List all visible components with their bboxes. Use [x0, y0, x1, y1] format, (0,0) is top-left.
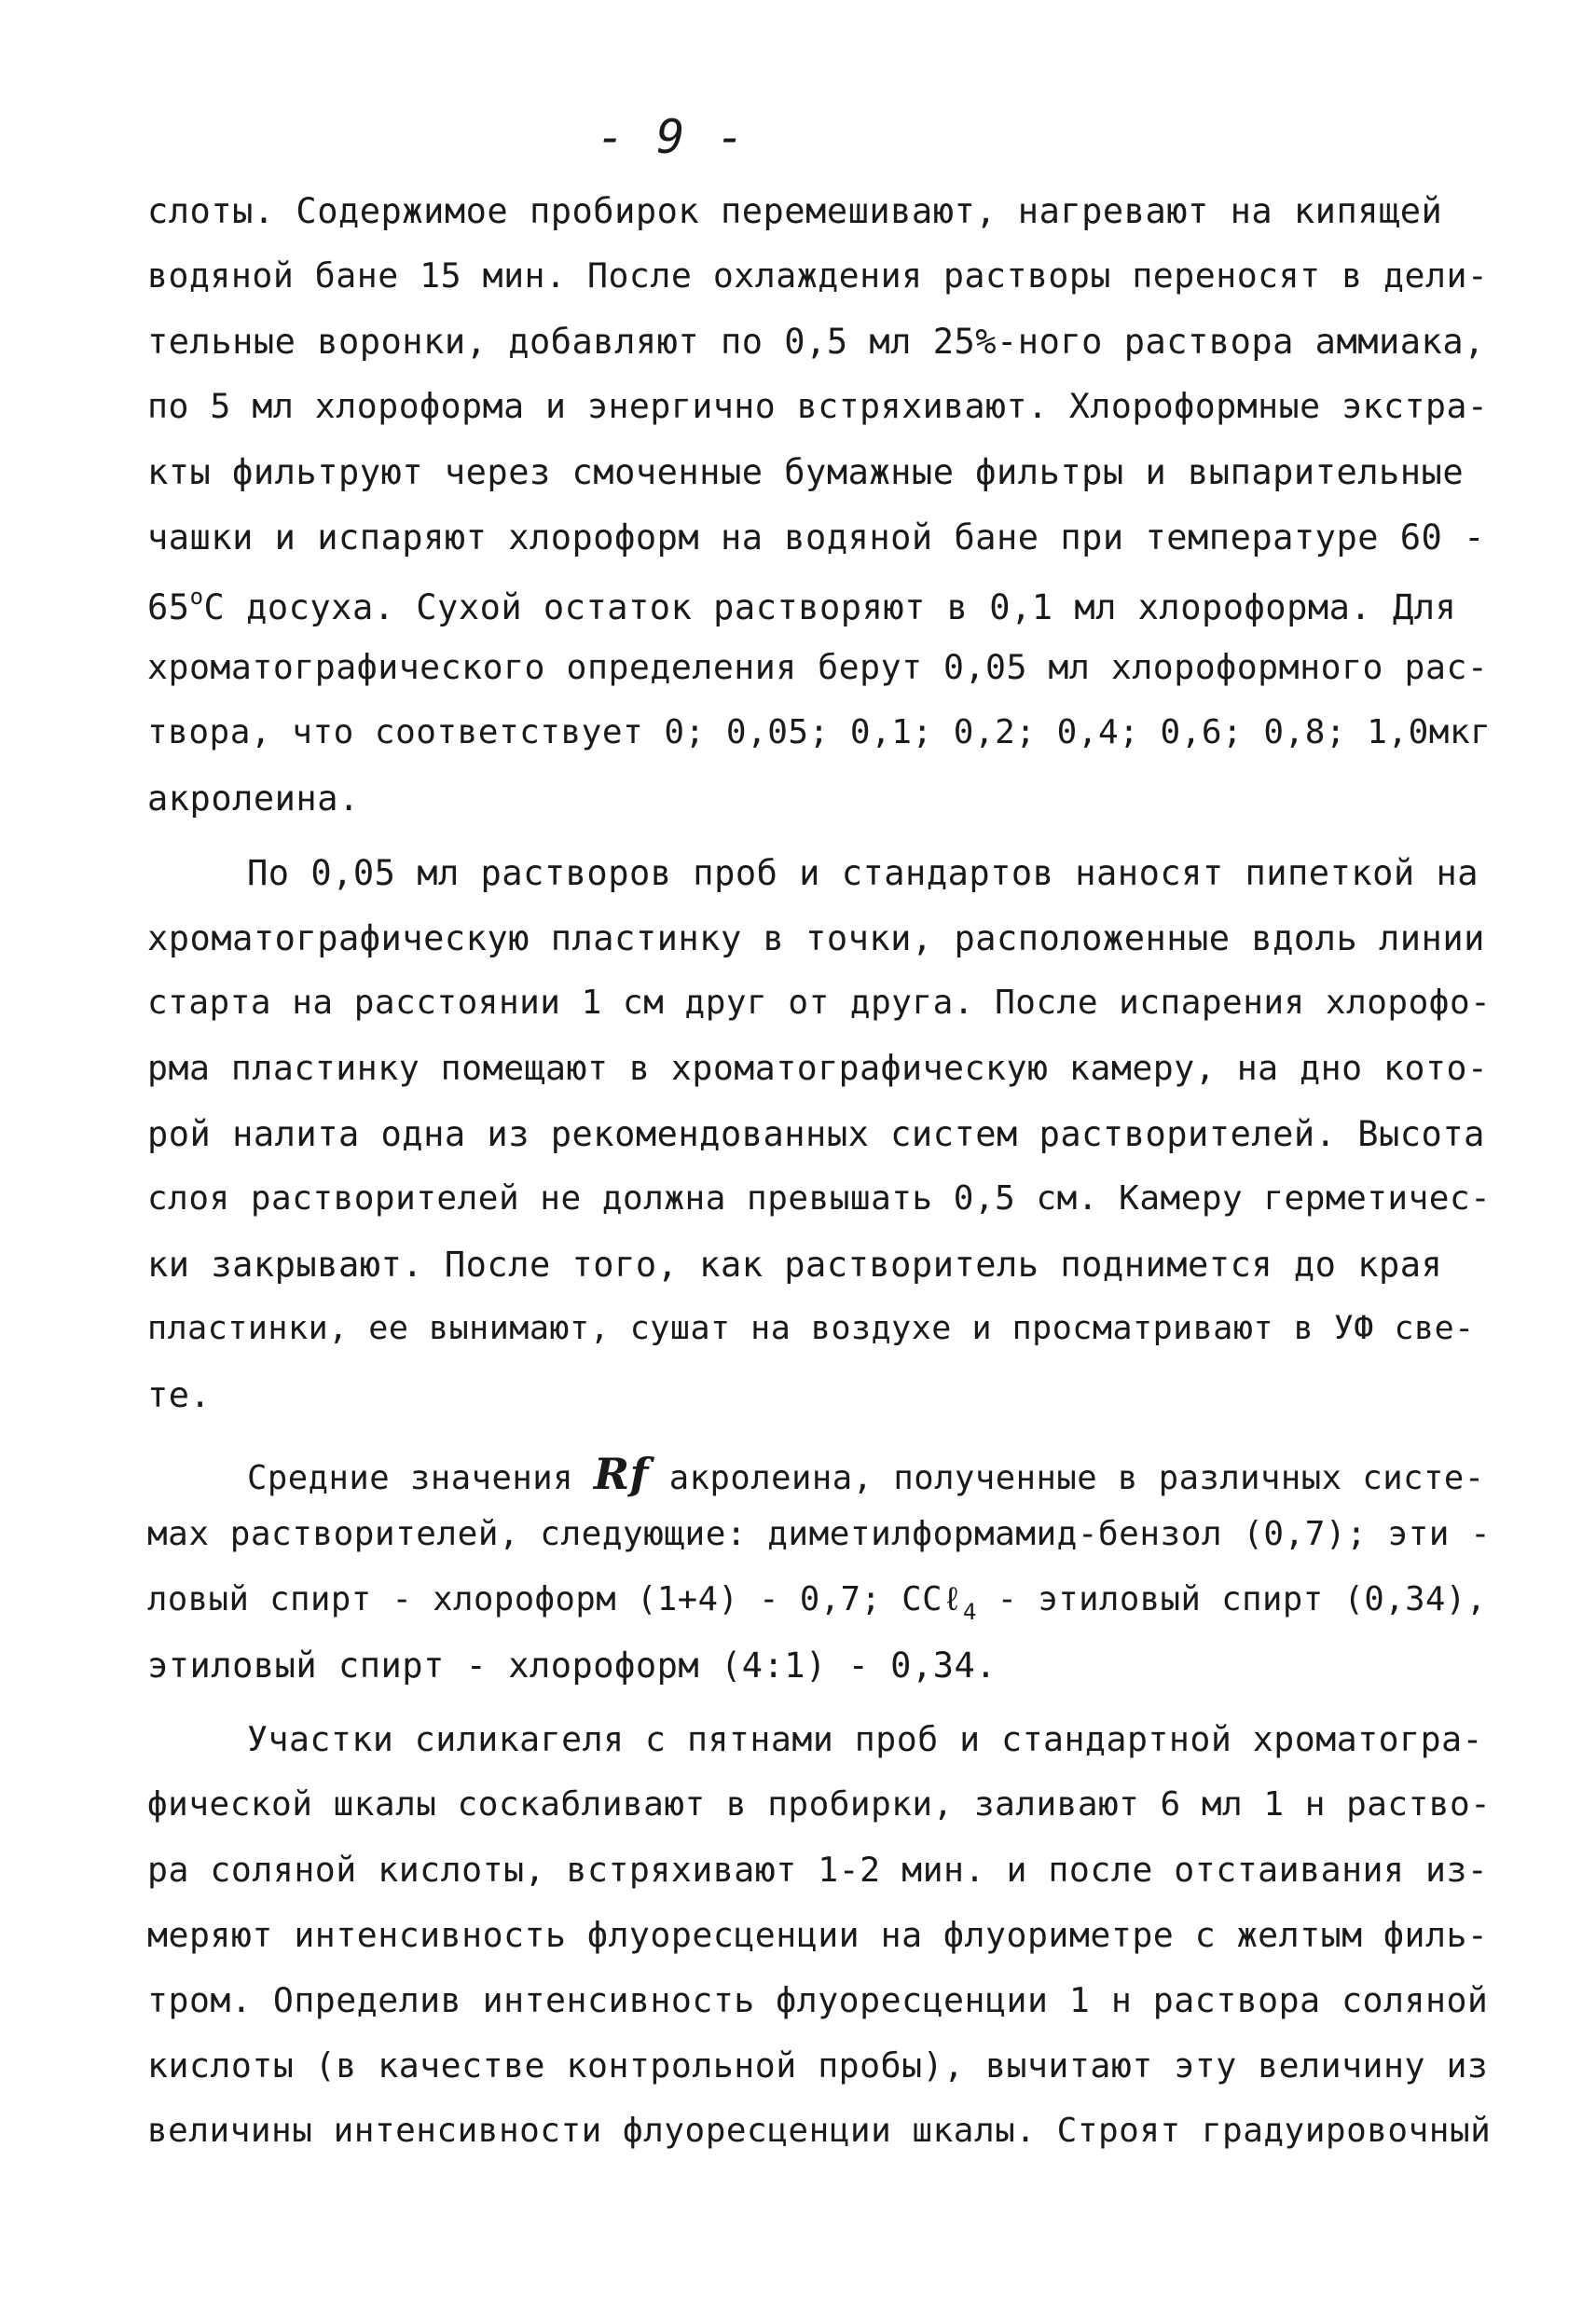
text-line: по 5 мл хлороформа и энергично встряхивают. Хлороформные экстра-	[147, 386, 1489, 426]
text-line-ccl4	[147, 1580, 1487, 1625]
text-line: рма пластинку помещают в хроматографическую камеру, на дно кото-	[147, 1048, 1489, 1088]
text-line: тром. Определив интенсивность флуоресценции 1 н раствора соляной	[147, 1980, 1489, 2020]
rf-symbol: Rf	[593, 1449, 649, 1499]
text-line: величины интенсивности флуоресценции шкалы. Строят градуировочный	[147, 2112, 1492, 2150]
temperature-value: 65	[147, 587, 190, 627]
text-line-rf	[247, 1449, 1485, 1499]
text-segment: Средние значения	[247, 1459, 594, 1497]
degree-mark: о	[189, 584, 204, 610]
text-line: ки закрывают. После того, как растворитель поднимется до края	[147, 1245, 1443, 1285]
text-line: тельные воронки, добавляют по 0,5 мл 25%-ного раствора аммиака,	[147, 322, 1485, 362]
text-line: пластинки, ее вынимают, сушат на воздухе и просматривают в УФ све-	[147, 1310, 1475, 1347]
text-line: акролеина.	[147, 778, 360, 819]
text-line: слоя растворителей не должна превышать 0,5 см. Камеру герметичес-	[147, 1179, 1492, 1218]
text-line: те.	[147, 1375, 212, 1415]
text-line: хроматографическую пластинку в точки, расположенные вдоль линии	[147, 918, 1485, 958]
text-line: кты фильтруют через смоченные бумажные фильтры и выпарительные	[147, 452, 1465, 492]
text-segment: С досуха. Сухой остаток растворяют в 0,1 мл хлороформа. Для	[203, 587, 1457, 627]
text-line: мах растворителей, следующие: диметилформамид-бензол (0,7); эти -	[147, 1515, 1492, 1553]
text-line: чашки и испаряют хлороформ на водяной бане при температуре 60 -	[147, 517, 1485, 558]
text-line: водяной бане 15 мин. После охлаждения растворы переносят в дели-	[147, 255, 1489, 296]
subscript: 4	[962, 1599, 977, 1625]
text-line: Участки силикагеля с пятнами проб и стандартной хроматогра-	[247, 1719, 1484, 1759]
text-line: старта на расстоянии 1 см друг от друга. После испарения хлорофо-	[147, 984, 1492, 1022]
text-line: фической шкалы соскабливают в пробирки, заливают 6 мл 1 н раство-	[147, 1785, 1492, 1824]
text-line: хроматографического определения берут 0,05 мл хлороформного рас-	[147, 647, 1489, 687]
page-number: - 9 -	[597, 110, 747, 164]
text-line: рой налита одна из рекомендованных систем растворителей. Высота	[147, 1114, 1485, 1154]
text-segment: - этиловый спирт (0,34),	[976, 1580, 1487, 1618]
text-line: кислоты (в качестве контрольной пробы), вычитают эту величину из	[147, 2045, 1489, 2086]
text-segment: ловый спирт - хлороформ (1+4) - 0,7; CCℓ	[147, 1580, 963, 1618]
text-line: меряют интенсивность флуоресценции на флуориметре с желтым филь-	[147, 1915, 1489, 1955]
text-line: По 0,05 мл растворов проб и стандартов наносят пипеткой на	[247, 853, 1479, 893]
text-line: этиловый спирт - хлороформ (4:1) - 0,34.	[147, 1645, 998, 1686]
text-line: твора, что соответствует 0; 0,05; 0,1; 0,2; 0,4; 0,6; 0,8; 1,0мкг	[147, 713, 1492, 751]
text-line-temperature	[147, 585, 1456, 625]
text-segment: акролеина, полученные в различных систе-	[648, 1459, 1485, 1497]
text-line: ра соляной кислоты, встряхивают 1-2 мин. и после отстаивания из-	[147, 1850, 1489, 1890]
text-line: слоты. Содержимое пробирок перемешивают, нагревают на кипящей	[147, 191, 1443, 231]
